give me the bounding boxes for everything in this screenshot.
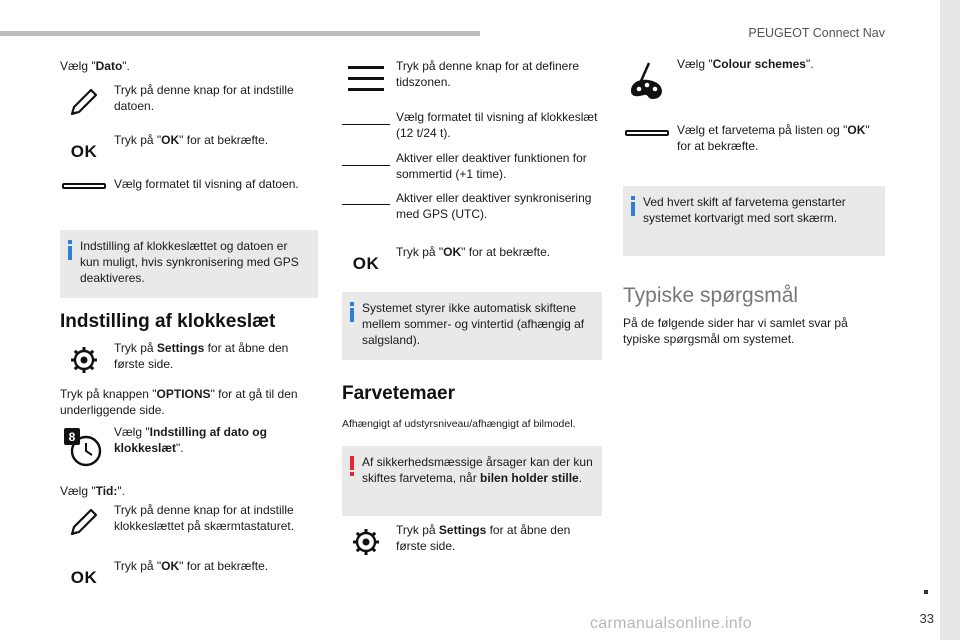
step-set-time xyxy=(60,502,318,542)
watermark: carmanualsonline.info xyxy=(590,615,752,632)
step-settings xyxy=(60,340,318,376)
subtitle-equipment: Afhængigt af udstyrsniveau/afhængigt af bilmodel. xyxy=(342,418,576,430)
heading-typiske: Typiske spørgsmål xyxy=(623,284,799,307)
warning-icon xyxy=(350,456,354,478)
list-bar-icon xyxy=(60,176,108,196)
gear-icon xyxy=(342,522,390,562)
options-paragraph: Tryk på knappen "OPTIONS" for at gå til den underliggende side. xyxy=(60,387,298,417)
note-text: Ved hvert skift af farvetema genstarter systemet kortvarigt med sort skærm. xyxy=(643,195,846,225)
intro-dato: Vælg "Dato". xyxy=(60,59,130,73)
step-gps-sync xyxy=(342,190,602,224)
page-header: PEUGEOT Connect Nav xyxy=(748,26,885,40)
note-text: Systemet styrer ikke automatisk skiftene mellem sommer- og vintertid (afhængig af salgsland). xyxy=(362,301,585,347)
pencil-icon xyxy=(60,502,108,542)
step-text: Tryk på Settings for at åbne den første side. xyxy=(114,341,289,371)
clock-8-icon xyxy=(60,424,108,468)
svg-text:8: 8 xyxy=(68,430,76,444)
step-text: Vælg "Indstilling af dato og klokkeslæt". xyxy=(114,425,267,455)
line-icon xyxy=(342,190,390,218)
step-ok-date xyxy=(60,132,318,164)
info-icon xyxy=(350,302,354,322)
page-number: 33 xyxy=(919,611,934,626)
gear-icon xyxy=(60,340,108,380)
step-text: Vælg formatet til visning af datoen. xyxy=(114,177,299,191)
step-text: Tryk på denne knap for at indstille klokkeslættet på skærmtastaturet. xyxy=(114,503,295,533)
step-time-format xyxy=(342,109,602,143)
info-icon xyxy=(68,240,72,260)
step-text: Tryk på "OK" for at bekræfte. xyxy=(396,245,551,259)
step-choose-theme xyxy=(623,122,885,156)
warning-note xyxy=(342,446,602,516)
intro-tid: Vælg "Tid:". xyxy=(60,484,125,498)
step-dst xyxy=(342,150,602,184)
step-text: Vælg "Colour schemes". xyxy=(677,57,814,71)
step-timezone xyxy=(342,58,602,96)
note-text: Af sikkerhedsmæssige årsager kan der kun skiftes farvetema, når bilen holder stille. xyxy=(362,455,593,485)
info-note xyxy=(60,230,318,298)
palette-icon xyxy=(623,56,671,104)
ok-icon: OK xyxy=(352,254,380,273)
page-dot xyxy=(924,590,928,594)
step-text: Aktiver eller deaktiver synkronisering med GPS (UTC). xyxy=(396,191,592,221)
step-colour-schemes xyxy=(623,56,885,104)
step-date-time xyxy=(60,424,318,468)
ok-icon: OK xyxy=(70,142,98,161)
ok-icon: OK xyxy=(70,568,98,587)
line-icon xyxy=(342,109,390,139)
heading-klokkeslaet: Indstilling af klokkeslæt xyxy=(60,311,276,332)
step-text: Tryk på "OK" for at bekræfte. xyxy=(114,559,269,573)
side-strip xyxy=(940,0,960,640)
pencil-icon xyxy=(60,82,108,122)
info-note xyxy=(623,186,885,256)
step-settings xyxy=(342,522,602,558)
step-text: Vælg et farvetema på listen og "OK" for at bekræfte. xyxy=(677,123,870,153)
step-text: Tryk på denne knap for at indstille datoen. xyxy=(114,83,294,113)
step-ok-time xyxy=(60,558,318,590)
faq-paragraph: På de følgende sider har vi samlet svar på typiske spørgsmål om systemet. xyxy=(623,316,848,346)
top-rule xyxy=(0,31,480,36)
list-bar-icon xyxy=(623,122,671,144)
info-note xyxy=(342,292,602,360)
info-icon xyxy=(631,196,635,216)
note-text: Indstilling af klokkeslættet og datoen er kun muligt, hvis synkronisering med GPS deaktiveres. xyxy=(80,239,299,285)
step-text: Tryk på "OK" for at bekræfte. xyxy=(114,133,269,147)
step-ok-tz xyxy=(342,244,602,276)
step-date-format xyxy=(60,176,318,204)
step-text: Vælg formatet til visning af klokkeslæt (12 t/24 t). xyxy=(396,110,598,140)
step-set-date xyxy=(60,82,318,122)
menu-lines-icon xyxy=(342,58,390,98)
step-text: Tryk på Settings for at åbne den første side. xyxy=(396,523,571,553)
step-text: Aktiver eller deaktiver funktionen for sommertid (+1 time). xyxy=(396,151,587,181)
heading-farvetemaer: Farvetemaer xyxy=(342,383,456,404)
step-text: Tryk på denne knap for at definere tidszonen. xyxy=(396,59,579,89)
line-icon xyxy=(342,150,390,180)
